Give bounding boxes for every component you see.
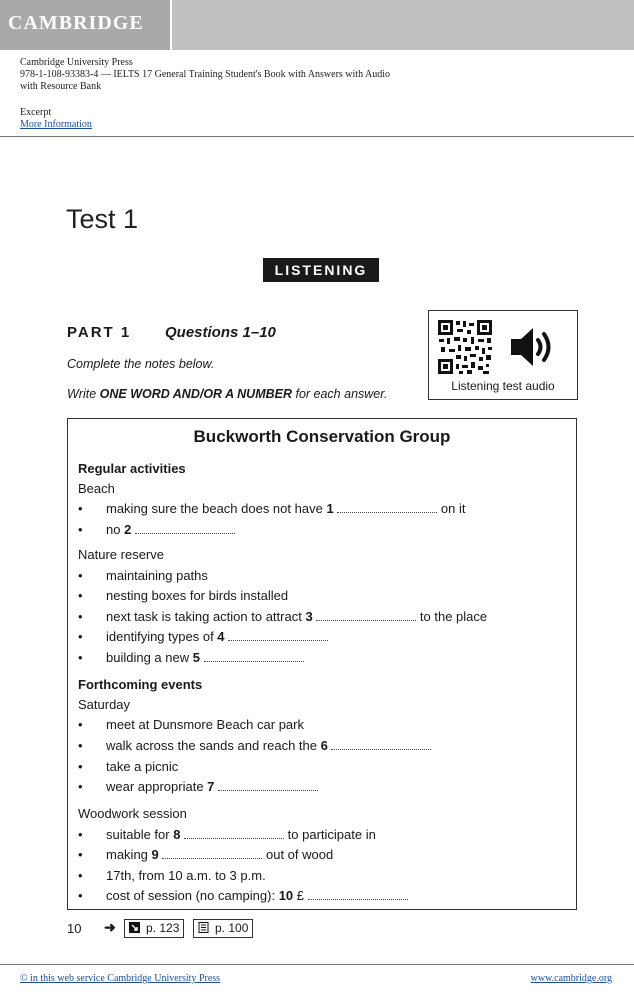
beach-label: Beach [78,481,115,496]
arrow-right-icon: ➜ [104,919,116,935]
question-number: 5 [192,650,200,665]
publisher-name: Cambridge University Press [20,57,133,68]
question-number: 10 [278,888,294,903]
question-number: 4 [217,629,225,644]
more-information-link[interactable] [20,119,92,131]
answer-key-ref[interactable] [124,919,184,938]
qr-code-icon [437,319,493,375]
audio-label: Listening test audio [451,379,555,393]
item-text: take a picnic [106,759,179,774]
item-text: nesting boxes for birds installed [106,588,289,603]
answer-gap[interactable] [162,849,262,859]
answer-gap[interactable] [228,631,328,641]
notes-box: Buckworth Conservation Group Regular activities Beach • making sure the beach does not have 1 on it • no 2 Nature reserve • maintaining paths • nesting boxes for birds installed • next task is taking action to attract 3 to the place • identifying types of 4 • building a new 5 Forthcoming events Saturday • meet at Dunsmore Beach car park • walk across the sands and reach the 6 • take a picnic • wear appropriate 7 Woodwork session • suitable for 8 to participate in • making 9 out of wood • 17th, from 10 a.m. to 3 p.m. • cost of session (no camping): 10 £ [67,418,577,910]
part-label: PART 1 [67,324,132,341]
question-number: 6 [320,738,328,753]
footer-divider [0,964,634,965]
instruction-write [67,387,387,401]
item-text: making sure the beach does not have [106,501,327,516]
answer-key-icon [129,922,140,933]
answer-gap[interactable] [218,781,318,791]
page-title: Test 1 [66,204,139,234]
item-text: 17th, from 10 a.m. to 3 p.m. [106,868,266,883]
instruction-write-pre: Write [67,387,100,401]
answer-gap[interactable] [308,890,408,900]
regular-activities-heading: Regular activities [78,461,186,476]
item-text: identifying types of [106,629,218,644]
item-text-post: £ [293,888,305,903]
speaker-icon [509,325,561,369]
item-text-post: to participate in [284,827,376,842]
item-text: cost of session (no camping): [106,888,279,903]
question-number: 3 [305,609,313,624]
instruction-write-bold: ONE WORD AND/OR A NUMBER [99,387,292,401]
answer-gap[interactable] [184,829,284,839]
item-text: no [106,522,125,537]
audio-link-box[interactable] [428,310,578,400]
excerpt-label: Excerpt [20,107,52,118]
forthcoming-events-heading: Forthcoming events [78,677,203,692]
item-text: walk across the sands and reach the [106,738,321,753]
instruction-complete: Complete the notes below. [67,357,215,371]
cambridge-logo: CAMBRIDGE [8,12,144,34]
answer-gap[interactable] [316,611,416,621]
instruction-write-post: for each answer. [292,387,388,401]
answer-gap[interactable] [135,524,235,534]
questions-label: Questions 1–10 [165,324,276,341]
item-text-post: out of wood [262,847,334,862]
item-text: suitable for [106,827,174,842]
cambridge-website-link[interactable]: www.cambridge.org [530,973,612,984]
question-number: 2 [124,522,132,537]
question-number: 1 [326,501,334,516]
answer-gap[interactable] [337,503,437,513]
isbn-line-2: with Resource Bank [20,81,102,92]
answer-gap[interactable] [331,740,431,750]
woodwork-label: Woodwork session [78,806,187,821]
item-text: building a new [106,650,193,665]
transcript-icon [198,922,209,933]
header-divider [0,136,634,137]
copyright-link[interactable]: © in this web service Cambridge University Press [20,973,221,984]
question-number: 8 [173,827,181,842]
nature-reserve-label: Nature reserve [78,547,164,562]
notes-title: Buckworth Conservation Group [193,427,451,446]
saturday-label: Saturday [78,697,131,712]
answer-gap[interactable] [204,652,304,662]
item-text-post: on it [437,501,466,516]
transcript-page: p. 100 [215,921,249,935]
more-information-anchor[interactable]: More Information [20,119,92,130]
item-text: wear appropriate [106,779,208,794]
item-text: next task is taking action to attract [106,609,306,624]
answer-key-page: p. 123 [146,921,180,935]
transcript-ref[interactable] [193,919,253,938]
item-text: meet at Dunsmore Beach car park [106,717,304,732]
section-badge: LISTENING [263,258,379,282]
page-number: 10 [67,921,82,936]
isbn-line: 978-1-108-93383-4 — IELTS 17 General Training Student's Book with Answers with Audio [20,69,391,80]
item-text: making [106,847,152,862]
item-text: maintaining paths [106,568,208,583]
item-text-post: to the place [416,609,488,624]
question-number: 7 [207,779,215,794]
question-number: 9 [151,847,159,862]
